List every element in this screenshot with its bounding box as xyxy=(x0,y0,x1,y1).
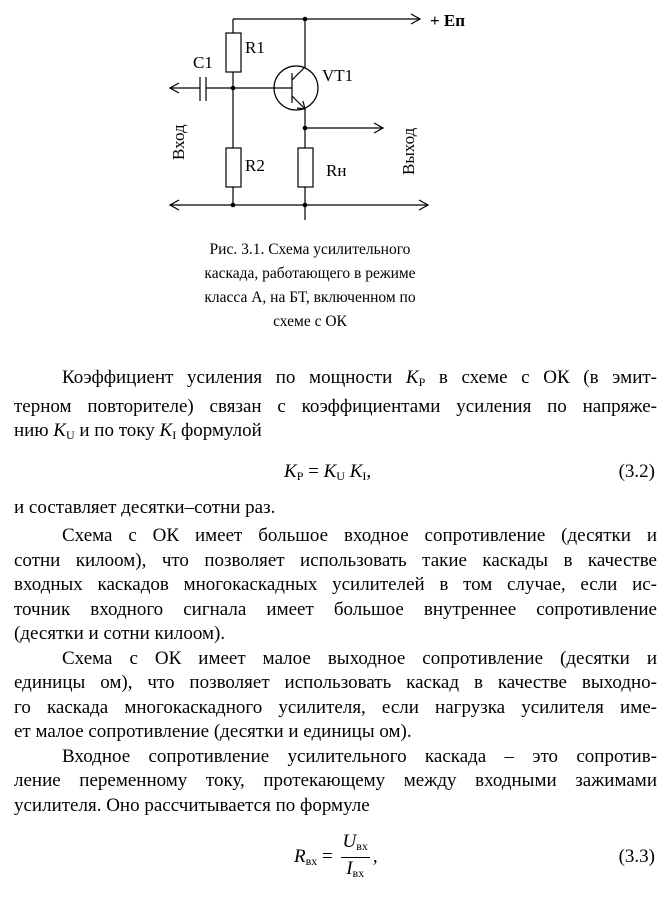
caption-line: Рис. 3.1. Схема усилительного xyxy=(209,241,411,258)
body-text xyxy=(14,366,657,896)
r2-resistor xyxy=(226,148,241,187)
paragraph-line: и составляет десятки–сотни раз. xyxy=(14,496,276,518)
paragraph-line: Коэффициент усиления по мощности $K_P$ в схеме с ОК (в эмит- xyxy=(62,367,657,389)
label-rn: Rн xyxy=(326,161,347,180)
paragraph-line: нию $K_U$ и по току $K_I$ формулой xyxy=(14,420,262,442)
paragraph-line: ет малое сопротивление (десятки и единицы ом). xyxy=(14,721,412,742)
paragraph-line: терном повторителе) связан с коэффициентами усиления по напряже- xyxy=(14,395,657,417)
label-output: Выход xyxy=(399,127,418,175)
caption-line: схеме с ОК xyxy=(273,313,347,330)
figure-caption xyxy=(160,238,460,334)
label-c1: C1 xyxy=(193,53,213,72)
label-r1: R1 xyxy=(245,38,265,57)
r1-resistor xyxy=(226,33,241,72)
paragraph-line: ление переменному току, протекающему между входными зажимами xyxy=(14,770,657,791)
caption-line: каскада, работающего в режиме xyxy=(204,265,416,282)
paragraph-line: единицы ом), что позволяет использовать каскад в качестве выходно- xyxy=(14,672,657,693)
circuit-diagram xyxy=(0,0,667,235)
paragraph-line: (десятки и сотни килоом). xyxy=(14,623,226,644)
equation-number: (3.2) xyxy=(618,460,655,482)
equation-3-2: $K_P = K_U$ $K_I$, (3.2) xyxy=(14,448,657,496)
paragraph-line: Схема с ОК имеет большое входное сопротивление (десятки и xyxy=(62,525,657,546)
label-input: Вход xyxy=(169,124,188,160)
paragraph-line: усилителя. Оно рассчитывается по формуле xyxy=(14,794,370,816)
label-r2: R2 xyxy=(245,156,265,175)
paragraph-line: Входное сопротивление усилительного каскада – это сопротив- xyxy=(62,745,657,767)
equation-3-3: $R_{вх}$ = $\frac{U_{вх}}{I_{вх}}$ , (3.3) xyxy=(14,818,657,896)
label-supply: + Eп xyxy=(430,11,466,30)
paragraph-line: сотни килоом), что позволяет использовать такие каскады в качестве xyxy=(14,549,657,571)
paragraph-line: входных каскадов многокаскадных усилителей в том случае, если ис- xyxy=(14,574,657,595)
paragraph-line: точник входного сигнала имеет большое внутреннее сопротивление xyxy=(14,598,657,620)
caption-line: класса А, на БТ, включенном по xyxy=(204,289,416,306)
equation-number: (3.3) xyxy=(618,846,655,867)
paragraph-line: Схема с ОК имеет малое выходное сопротивление (десятки и xyxy=(62,647,657,669)
paragraph-line: го каскада многокаскадного усилителя, если нагрузка усилителя име- xyxy=(14,696,657,718)
label-vt1: VT1 xyxy=(322,66,354,85)
rn-resistor xyxy=(298,148,313,187)
